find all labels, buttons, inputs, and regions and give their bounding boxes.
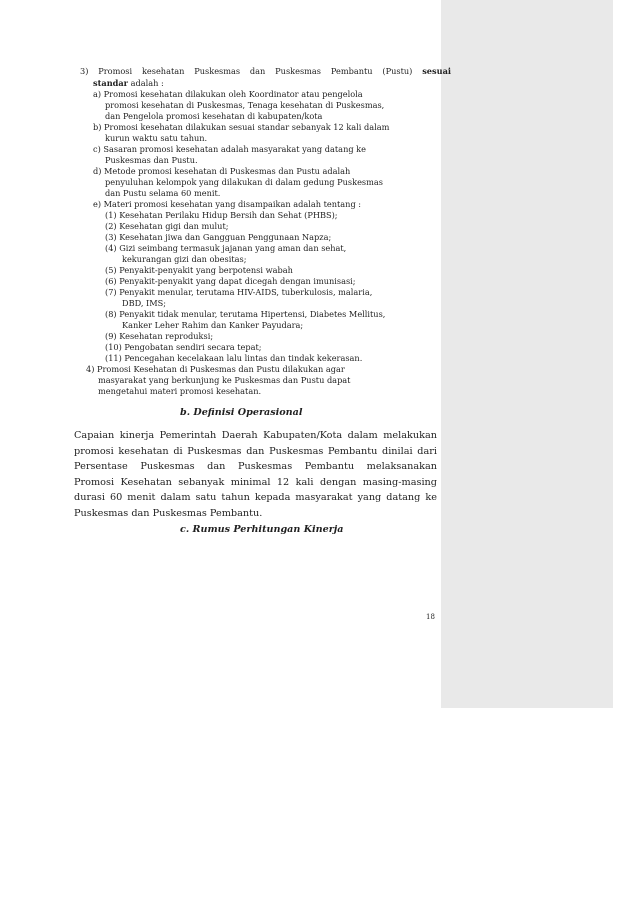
materi-item-continuation: DBD, IMS;: [122, 298, 167, 308]
materi-item: (9) Kesehatan reproduksi;: [105, 331, 214, 341]
item-3e-line-1: e) Materi promosi kesehatan yang disampaikan adalah tentang :: [93, 199, 362, 209]
page-margin: [613, 0, 638, 903]
item-4-line-2: masyarakat yang berkunjung ke Puskesmas dan Pustu dapat: [98, 375, 351, 385]
item-4-line-1: 4) Promosi Kesehatan di Puskesmas dan Pustu dilakukan agar: [86, 364, 345, 374]
heading-definisi-operasional: b. Definisi Operasional: [180, 407, 303, 418]
materi-item: (11) Pencegahan kecelakaan lalu lintas dan tindak kekerasan.: [105, 353, 363, 363]
item-4-line-3: mengetahui materi promosi kesehatan.: [98, 386, 262, 396]
heading-rumus-perhitungan: c. Rumus Perhitungan Kinerja: [180, 524, 344, 535]
materi-item: (1) Kesehatan Perilaku Hidup Bersih dan Sehat (PHBS);: [105, 210, 338, 220]
item-3b-line-2: kurun waktu satu tahun.: [105, 133, 208, 143]
item-3a-line-3: dan Pengelola promosi kesehatan di kabupaten/kota: [105, 111, 323, 121]
paragraph-line: durasi 60 menit dalam satu tahun kepada masyarakat yang datang ke: [74, 492, 437, 504]
comment-pane: [441, 0, 613, 708]
materi-item-continuation: Kanker Leher Rahim dan Kanker Payudara;: [122, 320, 304, 330]
materi-item: (6) Penyakit-penyakit yang dapat dicegah dengan imunisasi;: [105, 276, 356, 286]
definisi-paragraph: [74, 428, 437, 522]
item-3b-line-1: b) Promosi kesehatan dilakukan sesuai standar sebanyak 12 kali dalam: [93, 122, 390, 132]
item-3c-line-2: Puskesmas dan Pustu.: [105, 155, 198, 165]
item-3-bold-standar: standar: [93, 78, 128, 88]
item-3d-line-3: dan Pustu selama 60 menit.: [105, 188, 221, 198]
paragraph-line: promosi kesehatan di Puskesmas dan Puskesmas Pembantu dinilai dari: [74, 445, 437, 457]
page-number: 18: [426, 613, 435, 621]
item-3-rest: adalah :: [130, 78, 164, 88]
materi-item-continuation: kekurangan gizi dan obesitas;: [122, 254, 247, 264]
paragraph-line: Puskesmas dan Puskesmas Pembantu.: [74, 507, 263, 519]
materi-item: (4) Gizi seimbang termasuk jajanan yang aman dan sehat,: [105, 243, 347, 253]
item-3d-line-2: penyuluhan kelompok yang dilakukan di dalam gedung Puskesmas: [105, 177, 383, 187]
materi-item: (3) Kesehatan jiwa dan Gangguan Penggunaan Napza;: [105, 232, 332, 242]
materi-item: (10) Pengobatan sendiri secara tepat;: [105, 342, 262, 352]
item-3-bold-sesuai: sesuai: [422, 66, 451, 76]
materi-item: (5) Penyakit-penyakit yang berpotensi wabah: [105, 265, 293, 275]
item-3-line-1: [80, 66, 451, 77]
paragraph-line: Capaian kinerja Pemerintah Daerah Kabupaten/Kota dalam melakukan: [74, 430, 437, 441]
item-3c-line-1: c) Sasaran promosi kesehatan adalah masyarakat yang datang ke: [93, 144, 366, 154]
materi-item: (2) Kesehatan gigi dan mulut;: [105, 221, 229, 231]
paragraph-line: Promosi Kesehatan sebanyak minimal 12 kali dengan masing-masing: [74, 476, 437, 488]
item-3a-line-2: promosi kesehatan di Puskesmas, Tenaga kesehatan di Puskesmas,: [105, 100, 385, 110]
materi-item: (7) Penyakit menular, terutama HIV-AIDS, tuberkulosis, malaria,: [105, 287, 373, 297]
item-3a-line-1: a) Promosi kesehatan dilakukan oleh Koordinator atau pengelola: [93, 89, 363, 99]
item-3-line-2: [93, 78, 164, 89]
paragraph-line: Persentase Puskesmas dan Puskesmas Pembantu melaksanakan: [74, 461, 437, 473]
item-3-lead: 3) Promosi kesehatan Puskesmas dan Puskesmas Pembantu (Pustu): [80, 66, 413, 76]
item-3d-line-1: d) Metode promosi kesehatan di Puskesmas dan Pustu adalah: [93, 166, 351, 176]
materi-item: (8) Penyakit tidak menular, terutama Hipertensi, Diabetes Mellitus,: [105, 309, 386, 319]
